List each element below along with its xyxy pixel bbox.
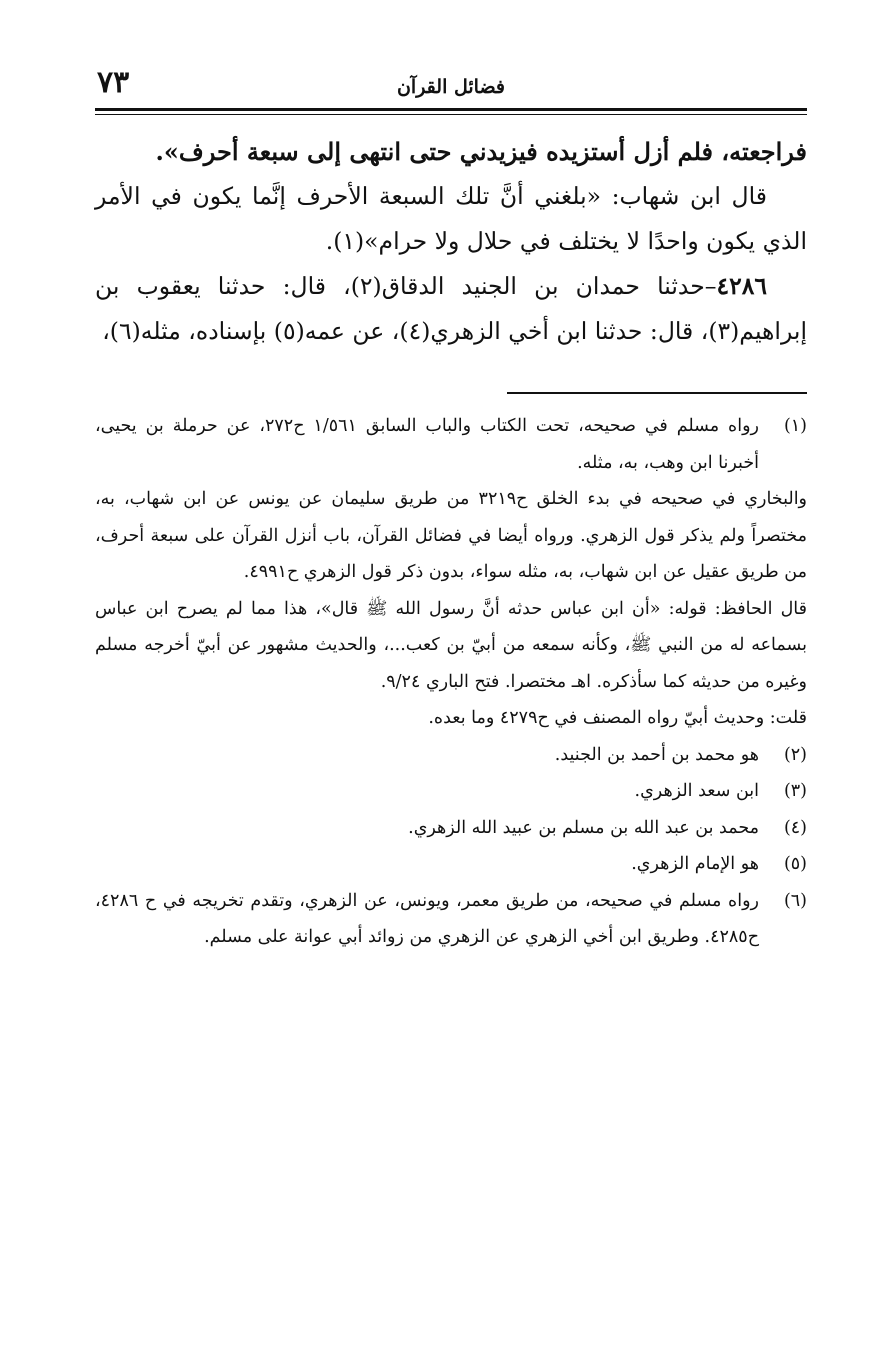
hadith-number: ٤٢٨٦ [716, 272, 767, 300]
footnote-marker: (٦) [783, 890, 807, 911]
footnote-6 [95, 883, 807, 956]
footnote-text: والبخاري في صحيحه في بدء الخلق ح٣٢١٩ من طريق سليمان عن يونس عن ابن شهاب، به، مختصراً ولم يذكر قول الزهري. ورواه أيضا في فضائل القرآن، باب أنزل القرآن على سبعة أحرف، من طريق عقيل عن ابن شهاب، به، مثله سواء، بدون ذكر قول الزهري ح٤٩٩١. [95, 489, 808, 582]
hadith-paragraph [95, 264, 807, 354]
footnote-separator [507, 392, 807, 394]
footnote-text: محمد بن عبد الله بن مسلم بن عبيد الله الزهري. [408, 817, 759, 838]
footnote-text: هو الإمام الزهري. [631, 854, 759, 874]
footnote-5 [95, 846, 807, 883]
footnote-marker: (٣) [783, 781, 807, 801]
main-line-1: فراجعته، فلم أزل أستزيده فيزيدني حتى انتهى إلى سبعة أحرف». [155, 137, 807, 166]
footnote-text: قال الحافظ: قوله: «أن ابن عباس حدثه أنَّ رسول الله ﷺ قال»، هذا مما لم يصرح ابن عباس بسماعه له من النبي ﷺ، وكأنه سمعه من أبيّ بن كعب...، والحديث مشهور عن أبيّ أخرجه مسلم وغيره من حديثه كما سأذكره. اهـ مختصرا. فتح الباري ٩/٢٤. [95, 598, 807, 692]
footnote-text: رواه مسلم في صحيحه، من طريق معمر، ويونس، عن الزهري، وتقدم تخريجه في ح ٤٢٨٦، ح٤٢٨٥. وطريق ابن أخي الزهري عن الزهري من زوائد أبي عوانة على مسلم. [95, 890, 759, 947]
footnote-marker: (٢) [783, 744, 807, 765]
main-text [95, 129, 807, 354]
footnote-marker: (٥) [783, 854, 807, 874]
page-number: ٧٣ [97, 65, 130, 100]
header-rule-thick [95, 108, 807, 111]
footnote-4 [95, 810, 807, 847]
footnotes [95, 408, 807, 956]
footnote-text: قلت: وحديث أبيّ رواه المصنف في ح٤٢٧٩ وما بعده. [428, 708, 807, 728]
hadith-text: –حدثنا حمدان بن الجنيد الدقاق(٢)، قال: حدثنا يعقوب بن إبراهيم(٣)، قال: حدثنا ابن أخي الزهري(٤)، عن عمه(٥) بإسناده، مثله(٦)، [95, 272, 807, 345]
footnote-2 [95, 737, 807, 774]
running-title: فضائل القرآن [396, 76, 506, 98]
footnote-text: رواه مسلم في صحيحه، تحت الكتاب والباب السابق ١/٥٦١ ح٢٧٢، عن حرملة بن يحيى، أخبرنا ابن وهب، به، مثله. [95, 416, 759, 473]
header-rule-thin [95, 114, 807, 115]
footnote-marker: (٤) [783, 817, 807, 838]
book-page [95, 62, 807, 1342]
footnote-text: ابن سعد الزهري. [634, 781, 759, 801]
footnote-1 [95, 408, 807, 737]
footnote-3 [95, 773, 807, 810]
footnote-marker: (١) [783, 416, 807, 436]
footnote-text: هو محمد بن أحمد بن الجنيد. [554, 744, 759, 765]
main-paragraph-shihab: قال ابن شهاب: «بلغني أنَّ تلك السبعة الأحرف إنَّما يكون في الأمر الذي يكون واحدًا لا يختلف في حلال ولا حرام»(١). [95, 182, 807, 255]
page-header [95, 62, 807, 106]
